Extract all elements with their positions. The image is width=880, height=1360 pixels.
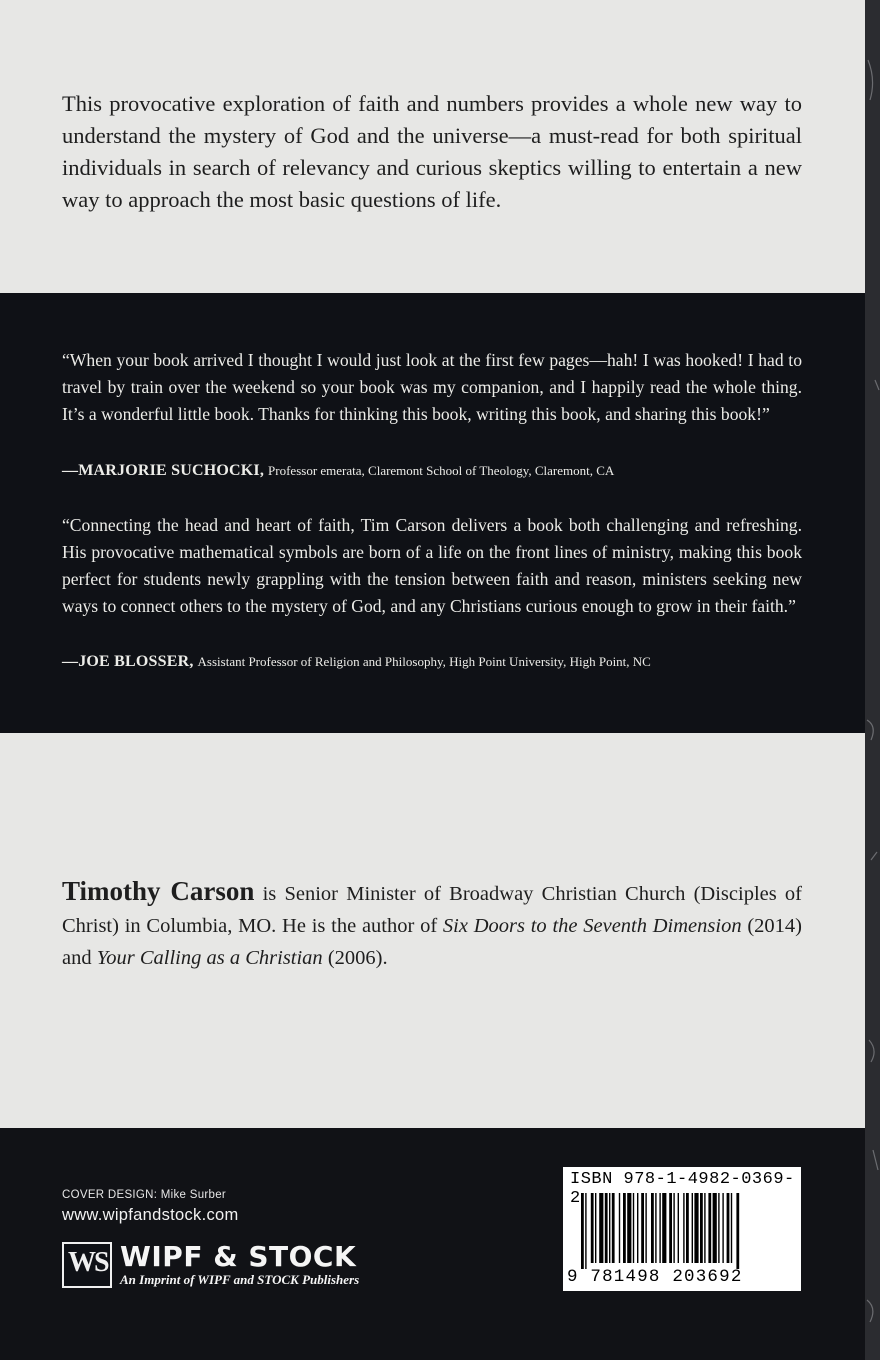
book-spine: [865, 0, 880, 1360]
barcode-bar: [609, 1193, 610, 1263]
barcode-bar: [708, 1193, 711, 1263]
endorser-name-1: —MARJORIE SUCHOCKI,: [62, 462, 265, 479]
barcode-bars: [563, 1193, 801, 1269]
endorsement-attribution-1: [62, 462, 822, 480]
publisher-logo: [62, 1242, 112, 1288]
publisher-imprint: An Imprint of WIPF and STOCK Publishers: [120, 1272, 360, 1287]
barcode-bar: [619, 1193, 620, 1263]
barcode-bar: [585, 1193, 586, 1269]
barcode-bar: [662, 1193, 666, 1263]
barcode-bar: [731, 1193, 732, 1263]
publisher-website[interactable]: www.wipfandstock.com: [62, 1206, 239, 1224]
bio-text-2: (2014) and: [62, 915, 802, 969]
barcode-bar: [683, 1193, 684, 1263]
endorser-name-2: —JOE BLOSSER,: [62, 653, 194, 670]
bio-text-1: is Senior Minister of Broadway Christian Church (Disciples of Christ) in Columbia, MO. He is the author of: [62, 883, 803, 937]
isbn-label: ISBN 978-1-4982-0369-2: [570, 1170, 795, 1208]
author-bio: [62, 875, 802, 974]
bio-text-3: (2006).: [322, 947, 388, 969]
endorsement-quote-2: “Connecting the head and heart of faith, Tim Carson delivers a book both challenging and refreshing. His provocative mathematical symbols are born of a life on the front lines of ministry, making this book perfect for students newly grappling with the tension between faith and reason, ministers seeking new ways to connect others to the mystery of God, and any Christians curious enough to grow in their faith.”: [62, 515, 802, 616]
cover-design-credit: COVER DESIGN: Mike Surber: [62, 1189, 227, 1201]
barcode-bar: [645, 1193, 646, 1263]
intro-blurb: This provocative exploration of faith and numbers provides a whole new way to understand the mystery of God and the universe—a must-read for both spiritual individuals in search of relevancy and curious skeptics willing to entertain a new way to approach the most basic questions of life.: [62, 91, 802, 212]
book-title-1: Six Doors to the Seventh Dimension: [442, 915, 742, 937]
barcode-bar: [669, 1193, 672, 1263]
barcode-bar: [599, 1193, 603, 1263]
isbn-barcode: [563, 1167, 801, 1291]
barcode-bar: [659, 1193, 660, 1263]
barcode-bar: [655, 1193, 656, 1263]
barcode-bar: [692, 1193, 693, 1263]
barcode-bar: [713, 1193, 717, 1263]
book-title-2: Your Calling as a Christian: [96, 947, 323, 969]
barcode-bar: [722, 1193, 723, 1263]
spine-scribble-decoration: [865, 0, 880, 1360]
barcode-bar: [673, 1193, 674, 1263]
barcode-bar: [612, 1193, 615, 1263]
barcode-bar: [581, 1193, 584, 1269]
publisher-brand: WIPF & STOCK: [120, 1240, 357, 1273]
barcode-bar: [637, 1193, 638, 1263]
barcode-bar: [727, 1193, 730, 1263]
barcode-bar: [694, 1193, 698, 1263]
author-name: Timothy Carson: [62, 876, 255, 906]
barcode-bar: [633, 1193, 634, 1263]
barcode-bar: [627, 1193, 631, 1263]
barcode-bar: [704, 1193, 705, 1263]
barcode-bar: [623, 1193, 626, 1263]
barcode-bar: [700, 1193, 703, 1263]
publisher-logo-mark: WS: [68, 1247, 108, 1278]
endorsement-attribution-2: [62, 653, 822, 671]
endorser-title-2: Assistant Professor of Religion and Philosophy, High Point University, High Point, NC: [197, 654, 651, 669]
barcode-bar: [678, 1193, 679, 1263]
barcode-digits: 9 781498 203692: [567, 1267, 743, 1287]
barcode-bar: [736, 1193, 739, 1269]
barcode-bar: [651, 1193, 654, 1263]
barcode-bar: [605, 1193, 608, 1263]
barcode-bar: [718, 1193, 719, 1263]
barcode-bar: [591, 1193, 594, 1263]
barcode-bar: [595, 1193, 596, 1263]
barcode-bar: [641, 1193, 644, 1263]
endorsement-quote-1: “When your book arrived I thought I would just look at the first few pages—hah! I was hooked! I had to travel by train over the weekend so your book was my companion, and I happily read the whole thing. It’s a wonderful little book. Thanks for thinking this book, writing this book, and sharing this book!”: [62, 350, 802, 424]
barcode-bar: [686, 1193, 689, 1263]
endorser-title-1: Professor emerata, Claremont School of Theology, Claremont, CA: [268, 463, 615, 478]
